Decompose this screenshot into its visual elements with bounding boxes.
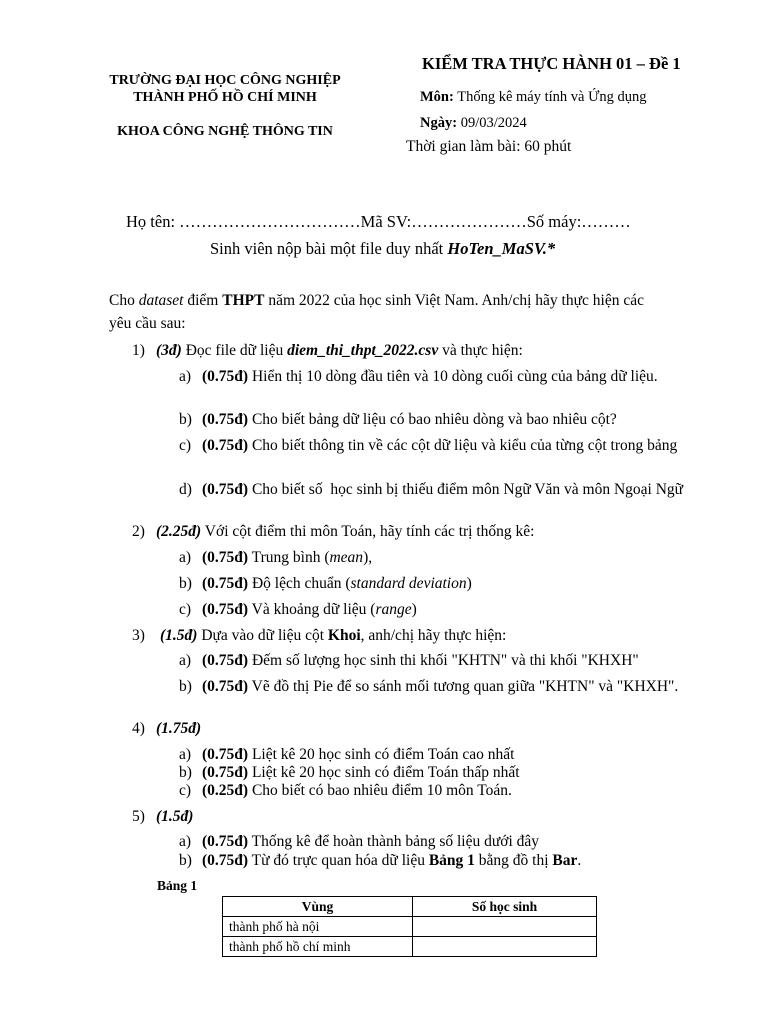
table-header-cell: Số học sinh [413,897,597,917]
question-points: (1.5đ) [160,627,198,644]
question-points: (1.75đ) [156,720,202,737]
university-name [80,72,370,106]
subject-label: Môn: [420,89,454,105]
item-text: Đếm số lượng học sinh thi khối "KHTN" và thi khối "KHXH" [248,652,639,669]
question-1b [179,411,694,429]
item-points: (0.75đ) [202,411,249,428]
intro-line2: yêu cầu sau: [109,315,186,332]
table-caption: Bảng 1 [157,878,198,893]
item-points: (0.75đ) [202,601,249,618]
item-points: (0.75đ) [202,852,249,869]
question-4c [179,782,694,800]
question-points: (2.25đ) [156,523,202,540]
subject-line [420,88,646,106]
item-points: (0.75đ) [202,746,249,763]
question-5 [109,808,193,826]
item-text: ), [363,549,373,566]
item-text: Hiển thị 10 dòng đầu tiên và 10 dòng cuối cùng của bảng dữ liệu. [248,368,658,385]
intro-text: Cho [109,292,139,309]
question-2b [179,575,694,593]
item-points: (0.75đ) [202,833,249,850]
table-row [223,937,597,957]
question-2 [109,523,534,541]
exam-title: KIỂM TRA THỰC HÀNH 01 – Đề 1 [422,54,681,73]
question-text: và thực hiện: [438,342,523,359]
duration: Thời gian làm bài: 60 phút [406,138,572,155]
table-header-row [223,897,597,917]
question-text: , anh/chị hãy thực hiện: [360,627,507,644]
item-text: Trung bình ( [248,549,330,566]
intro-text: điểm [183,292,223,309]
item-term: standard deviation [350,575,467,592]
question-text: Đọc file dữ liệu [181,342,288,359]
table-row [223,917,597,937]
item-points: (0.75đ) [202,678,249,695]
submission-note-text: Sinh viên nộp bài một file duy nhất [210,239,448,258]
chart-type: Bar [552,852,578,869]
intro-text: năm 2022 của học sinh Việt Nam. Anh/chị hãy thực hiện các [264,292,644,309]
item-text: ) [411,601,417,618]
date-value: 09/03/2024 [460,115,527,131]
item-label: c) [179,601,192,618]
question-5a [179,833,694,851]
table-cell [413,917,597,937]
item-points: (0.25đ) [202,782,249,799]
item-points: (0.75đ) [202,549,249,566]
question-3b [179,678,694,696]
item-label: a) [179,746,192,763]
university-line2: THÀNH PHỐ HỒ CHÍ MINH [133,90,317,105]
item-text: ) [466,575,472,592]
item-label: a) [179,549,192,566]
item-points: (0.75đ) [202,437,249,454]
table-reference: Bảng 1 [428,852,475,869]
item-label: d) [179,481,192,498]
item-text: Cho biết bảng dữ liệu có bao nhiêu dòng và bao nhiêu cột? [248,411,617,428]
table-cell: thành phố hồ chí minh [223,937,413,957]
item-label: c) [179,782,192,799]
item-label: a) [179,368,192,385]
item-text: Và khoảng dữ liệu ( [248,601,376,618]
question-1d [179,481,694,499]
item-text: . [577,852,582,869]
item-text: Liệt kê 20 học sinh có điểm Toán cao nhất [248,746,515,763]
table-cell [413,937,597,957]
submission-filename: HoTen_MaSV.* [447,239,556,258]
item-text: Độ lệch chuẩn ( [248,575,351,592]
item-label: a) [179,833,192,850]
item-label: b) [179,411,192,428]
question-1c [179,437,694,455]
item-text: bằng đồ thị [474,852,553,869]
intro-dataset: dataset [138,292,184,309]
date-label: Ngày: [420,115,458,131]
faculty-name: KHOA CÔNG NGHỆ THÔNG TIN [117,124,333,139]
data-table [222,896,597,957]
intro-thpt: THPT [222,292,265,309]
question-2a [179,549,694,567]
question-4b [179,764,694,782]
item-term: range [375,601,412,618]
question-text: Với cột điểm thi môn Toán, hãy tính các trị thống kê: [201,523,535,540]
data-filename: diem_thi_thpt_2022.csv [287,342,439,359]
question-4a [179,746,694,764]
item-label: a) [179,652,192,669]
question-points: (1.5đ) [156,808,194,825]
question-number: 3) [132,627,145,644]
item-label: b) [179,678,192,695]
item-label: b) [179,575,192,592]
item-text: Cho biết số học sinh bị thiếu điểm môn Ngữ Văn và môn Ngoại Ngữ [248,481,684,498]
item-label: b) [179,764,192,781]
date-line [420,114,527,132]
item-points: (0.75đ) [202,764,249,781]
question-number: 2) [132,523,145,540]
column-name: Khoi [327,627,361,644]
item-points: (0.75đ) [202,575,249,592]
item-points: (0.75đ) [202,368,249,385]
item-points: (0.75đ) [202,652,249,669]
table-cell: thành phố hà nội [223,917,413,937]
question-5b [179,852,694,870]
table-header-cell: Vùng [223,897,413,917]
question-1a [179,368,694,386]
item-text: Vẽ đồ thị Pie để so sánh mối tương quan giữa "KHTN" và "KHXH". [248,678,679,695]
university-line1: TRƯỜNG ĐẠI HỌC CÔNG NGHIỆP [109,73,341,88]
student-info-line: Họ tên: ……………………………Mã SV:…………………Số máy:……… [126,212,631,231]
item-text: Từ đó trực quan hóa dữ liệu [248,852,429,869]
item-text: Cho biết thông tin về các cột dữ liệu và kiểu của từng cột trong bảng [248,437,678,454]
item-label: b) [179,852,192,869]
question-1 [109,342,523,360]
submission-note [210,239,555,259]
question-number: 4) [132,720,145,737]
item-term: mean [329,549,364,566]
question-3 [109,627,506,645]
question-4 [109,720,201,738]
question-text: Dựa vào dữ liệu cột [197,627,328,644]
item-label: c) [179,437,192,454]
question-3a [179,652,694,670]
item-text: Thống kê để hoàn thành bảng số liệu dưới đây [248,833,540,850]
subject-value: Thống kê máy tính và Ứng dụng [457,89,647,105]
item-text: Liệt kê 20 học sinh có điểm Toán thấp nhất [248,764,520,781]
intro-line1 [109,292,694,310]
question-number: 5) [132,808,145,825]
question-number: 1) [132,342,145,359]
question-2c [179,601,694,619]
item-text: Cho biết có bao nhiêu điểm 10 môn Toán. [248,782,512,799]
question-points: (3đ) [156,342,182,359]
item-points: (0.75đ) [202,481,249,498]
